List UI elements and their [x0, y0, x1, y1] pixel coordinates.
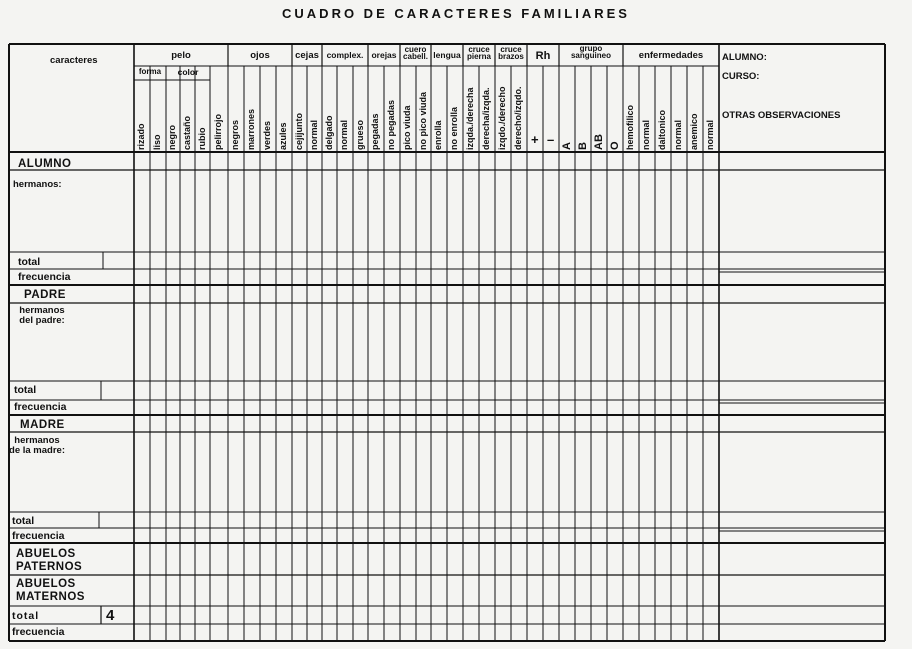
column-label: delgado — [323, 115, 334, 150]
padre-total-label: total — [14, 384, 37, 396]
abuelos-paternos-label: ABUELOS PATERNOS — [16, 548, 83, 574]
column-label: derecho/izqdo. — [513, 86, 523, 150]
padre-hermanos-label: hermanos del padre: — [19, 305, 65, 326]
alumno-field-label: ALUMNO: — [722, 52, 767, 63]
alumno-total-label: total — [18, 256, 41, 268]
column-label: + — [531, 132, 539, 147]
group-enfermedades: enfermedades — [638, 50, 704, 61]
group-grupo-sanguineo: grupo sanguineo — [570, 44, 611, 61]
madre-frecuencia-label: frecuencia — [12, 530, 65, 542]
group-cuero-cabelludo: cuero cabell. — [403, 45, 428, 62]
column-label: derecha/izqda. — [481, 87, 491, 150]
group-lengua: lengua — [433, 50, 461, 60]
padre-heading: PADRE — [24, 289, 66, 301]
column-label: anemico — [689, 113, 699, 150]
column-label: pegadas — [370, 113, 380, 150]
column-label: negro — [167, 124, 177, 150]
column-label: B — [577, 142, 589, 150]
column-label: normal — [339, 119, 349, 150]
column-label: no pico viuda — [417, 91, 428, 150]
group-cejas: cejas — [295, 50, 319, 61]
column-label: negros — [230, 119, 240, 150]
column-label: normal — [308, 119, 319, 150]
madre-total-label: total — [12, 515, 35, 527]
column-label: marrones — [246, 108, 256, 150]
otras-observaciones-label: OTRAS OBSERVACIONES — [722, 110, 841, 121]
abuelos-total-label: total — [12, 610, 40, 622]
column-label: AB — [593, 134, 605, 150]
column-label: verdes — [262, 120, 272, 150]
column-label: normal — [705, 119, 715, 150]
column-label: pelirrojo — [213, 113, 223, 150]
column-label: hemofilico — [625, 104, 635, 150]
alumno-frecuencia-label: frecuencia — [18, 271, 71, 283]
group-complexion: complex. — [326, 50, 364, 60]
abuelos-frecuencia-label: frecuencia — [12, 626, 65, 638]
madre-heading: MADRE — [20, 419, 65, 431]
abuelos-maternos-label: ABUELOS MATERNOS — [16, 578, 85, 604]
group-rh: Rh — [535, 50, 551, 62]
column-label: izqdo./derecho — [497, 86, 507, 150]
subgroup-color: color — [177, 67, 199, 77]
padre-frecuencia-label: frecuencia — [14, 401, 67, 413]
column-label: no enrolla — [449, 106, 459, 150]
page-title: CUADRO DE CARACTERES FAMILIARES — [282, 6, 630, 21]
madre-hermanos-label: hermanos de la madre: — [9, 435, 65, 456]
column-label: normal — [641, 119, 651, 150]
column-label: – — [547, 132, 555, 147]
group-orejas: orejas — [371, 50, 397, 60]
column-label: no pegadas — [386, 99, 396, 150]
column-label: rubio — [196, 127, 207, 150]
group-pelo: pelo — [171, 50, 191, 61]
abuelos-total-value: 4 — [106, 607, 115, 624]
column-label: normal — [673, 119, 683, 150]
caracteres-label: caracteres — [50, 55, 98, 66]
column-label: O — [609, 141, 621, 150]
column-label: izqda./derecha — [465, 87, 475, 150]
column-label: daltonico — [657, 110, 667, 150]
subgroup-forma: forma — [138, 67, 162, 76]
group-cruce-pierna: cruce pierna — [466, 45, 491, 62]
curso-field-label: CURSO: — [722, 71, 760, 82]
column-label: azules — [278, 122, 288, 150]
column-label: grueso — [354, 119, 365, 150]
alumno-heading: ALUMNO — [18, 158, 72, 170]
group-ojos: ojos — [250, 50, 270, 61]
column-label: castaño — [181, 115, 192, 150]
column-label: A — [561, 142, 573, 150]
column-label: enrolla — [433, 120, 443, 150]
group-cruce-brazos: cruce brazos — [498, 45, 524, 62]
column-label: pico viuda — [402, 105, 412, 150]
column-label: liso — [152, 134, 162, 150]
column-label: rizado — [136, 123, 146, 150]
alumno-hermanos-label: hermanos: — [13, 179, 62, 190]
column-label: cejijunto — [293, 112, 304, 150]
